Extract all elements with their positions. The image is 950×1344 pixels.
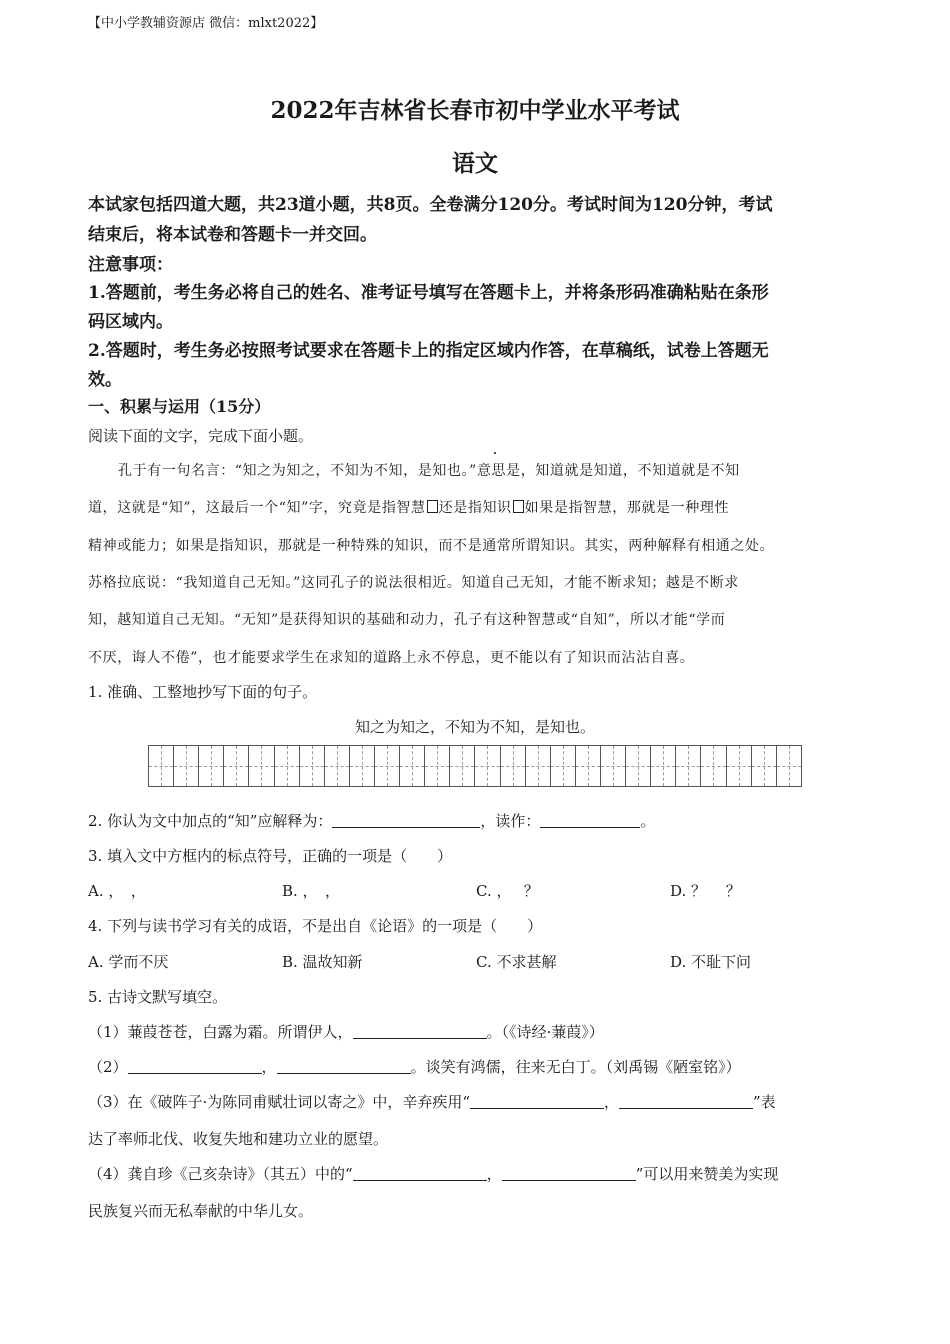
passage-line-6: 不厌，诲人不倦”，也才能要求学生在求知的道路上永不停息，更不能以有了知识而沾沾自喜。 — [88, 650, 695, 666]
grid-cell[interactable] — [601, 746, 626, 786]
grid-cell[interactable] — [149, 746, 174, 786]
answer-blank-5-4b[interactable] — [502, 1166, 636, 1181]
q3-option-a[interactable]: A. ， ， — [88, 882, 146, 900]
grid-cell[interactable] — [727, 746, 752, 786]
grid-cell[interactable] — [701, 746, 726, 786]
grid-cell[interactable] — [526, 746, 551, 786]
grid-cell[interactable] — [224, 746, 249, 786]
answer-blank-pronunciation[interactable] — [540, 813, 640, 828]
q5-item-3-cont: 达了率师北伐、收复失地和建功立业的愿望。 — [88, 1130, 389, 1148]
grid-cell[interactable] — [576, 746, 601, 786]
grid-cell[interactable] — [475, 746, 500, 786]
intro-line-2: 结束后，将本试卷和答题卡一并交回。 — [88, 225, 377, 245]
q3-option-c[interactable]: C. ， ？ — [476, 882, 539, 900]
q5-item-3: （3）在《破阵子·为陈同甫赋壮词以寄之》中，辛弃疾用“ ， ”表 — [88, 1093, 776, 1111]
question-5: 5. 古诗文默写填空。 — [88, 988, 228, 1006]
passage-line-5: 知，越知道自己无知。“无知”是获得知识的基础和动力，孔子有这种智慧或“自知”，所以才能“学而 — [88, 612, 726, 628]
grid-cell[interactable] — [501, 746, 526, 786]
q4-option-b[interactable]: B. 温故知新 — [282, 953, 363, 971]
passage-line-3: 精神或能力；如果是指知识，那就是一种特殊的知识，而不是通常所谓知识。其实，两种解释有相通之处。 — [88, 538, 775, 554]
q5-item-4: （4）龚自珍《己亥杂诗》（其五）中的“ ， ”可以用来赞美为实现 — [88, 1165, 779, 1183]
grid-cell[interactable] — [676, 746, 701, 786]
q4-option-c[interactable]: C. 不求甚解 — [476, 953, 557, 971]
question-4: 4. 下列与读书学习有关的成语，不是出自《论语》的一项是（ ） — [88, 917, 543, 935]
punctuation-box-2 — [513, 500, 524, 513]
grid-cell[interactable] — [551, 746, 576, 786]
answer-blank-meaning[interactable] — [332, 813, 480, 828]
passage-line-1: 孔于有一句名言：“知之为知之，不知为不知，是知也。”意思是，知道就是知道，不知道就是不知 — [118, 463, 740, 479]
q3-option-b[interactable]: B. ， ， — [282, 882, 341, 900]
grid-cell[interactable] — [651, 746, 676, 786]
passage-line-2: 道，这就是“知”，这最后一个“知”字，究竟是指智慧 还是指知识 如果是指智慧，那就是一种理性 — [88, 500, 730, 516]
grid-cell[interactable] — [275, 746, 300, 786]
q5-item-4-cont: 民族复兴而无私奉献的中华儿女。 — [88, 1202, 314, 1220]
answer-blank-5-3b[interactable] — [619, 1094, 753, 1109]
answer-blank-5-3a[interactable] — [470, 1094, 604, 1109]
notice-2-line-2: 效。 — [88, 370, 122, 390]
answer-blank-5-1[interactable] — [353, 1024, 487, 1039]
subject-title: 语文 — [452, 150, 498, 177]
grid-cell[interactable] — [325, 746, 350, 786]
grid-cell[interactable] — [777, 746, 801, 786]
grid-cell[interactable] — [300, 746, 325, 786]
notice-1-line-2: 码区域内。 — [88, 312, 173, 332]
question-1: 1. 准确、工整地抄写下面的句子。 — [88, 683, 318, 701]
emphasis-dot — [494, 452, 496, 454]
q5-item-1: （1）蒹葭苍苍，白露为霜。所谓伊人， 。（《诗经·蒹葭》） — [88, 1023, 604, 1041]
grid-cell[interactable] — [450, 746, 475, 786]
punctuation-box-1 — [427, 500, 438, 513]
exam-title: 2022年吉林省长春市初中学业水平考试 — [270, 97, 680, 124]
intro-line-1: 本试家包括四道大题，共23道小题，共8页。全卷满分120分。考试时间为120分钟，考试 — [88, 195, 773, 215]
answer-blank-5-2b[interactable] — [277, 1059, 411, 1074]
question-3: 3. 填入文中方框内的标点符号，正确的一项是（ ） — [88, 847, 453, 865]
answer-blank-5-2a[interactable] — [128, 1059, 262, 1074]
grid-cell[interactable] — [425, 746, 450, 786]
notice-2-line-1: 2.答题时，考生务必按照考试要求在答题卡上的指定区域内作答，在草稿纸，试卷上答题无 — [88, 341, 769, 361]
q4-option-a[interactable]: A. 学而不厌 — [88, 953, 169, 971]
notice-1-line-1: 1.答题前，考生务必将自己的姓名、准考证号填写在答题卡上，并将条形码准确粘贴在条形 — [88, 283, 769, 303]
grid-cell[interactable] — [752, 746, 777, 786]
grid-cell[interactable] — [199, 746, 224, 786]
copy-sentence: 知之为知之，不知为不知，是知也。 — [354, 718, 595, 736]
header-note: 【中小学教辅资源店 微信：mlxt2022】 — [88, 16, 324, 31]
q3-option-d[interactable]: D. ？ ？ — [670, 882, 741, 900]
grid-cell[interactable] — [350, 746, 375, 786]
question-2: 2. 你认为文中加点的“知”应解释为： ，读作： 。 — [88, 812, 656, 830]
grid-cell[interactable] — [400, 746, 425, 786]
grid-cell[interactable] — [249, 746, 274, 786]
q4-option-d[interactable]: D. 不耻下问 — [670, 953, 752, 971]
answer-blank-5-4a[interactable] — [353, 1166, 487, 1181]
section-1-heading: 一、积累与运用（15分） — [88, 397, 271, 416]
reading-instruction: 阅读下面的文字，完成下面小题。 — [88, 427, 314, 445]
grid-cell[interactable] — [626, 746, 651, 786]
writing-grid[interactable] — [148, 745, 802, 787]
grid-cell[interactable] — [375, 746, 400, 786]
passage-line-4: 苏格拉底说：“我知道自己无知。”这同孔子的说法很相近。知道自己无知，才能不断求知；越是不断求 — [88, 575, 739, 591]
q5-item-2: （2） ， 。谈笑有鸿儒，往来无白丁。（刘禹锡《陋室铭》） — [88, 1058, 741, 1076]
notice-heading: 注意事项： — [88, 255, 173, 275]
grid-cell[interactable] — [174, 746, 199, 786]
